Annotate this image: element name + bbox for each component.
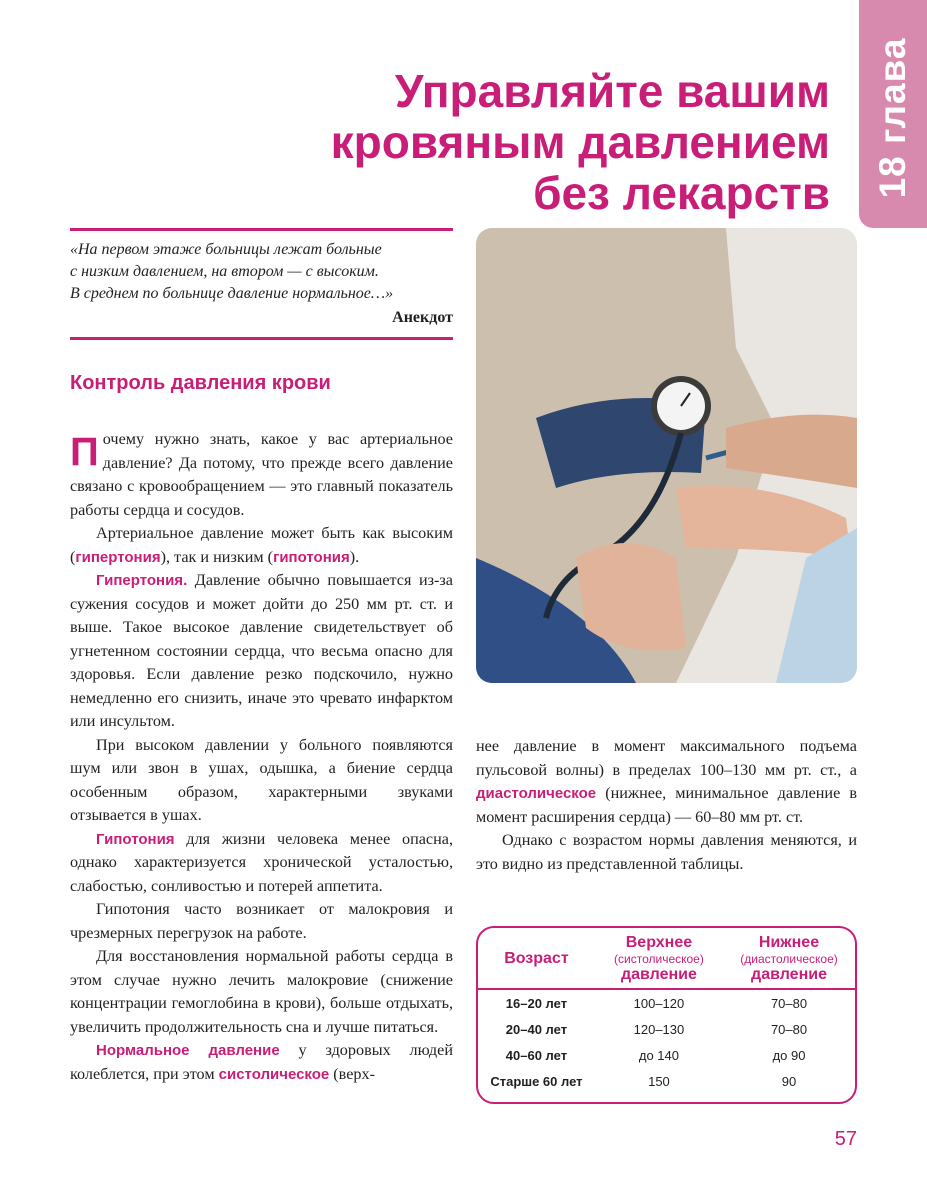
- paragraph: Однако с возрастом нормы давления меняются, и это видно из представленной таблицы.: [476, 831, 857, 873]
- paragraph-text: для жизни человека менее опасна, однако характеризуется хронической усталостью, слабостью, сонливостью и потерей аппетита.: [70, 829, 453, 895]
- title-line: кровяным давлением: [330, 116, 830, 168]
- paragraph-text: у здоровых людей колеблется, при этом: [70, 1041, 453, 1083]
- term-hypotension-heading: Гипотония: [96, 830, 175, 848]
- table-row: [478, 1068, 855, 1094]
- table-cell-upper: до 140: [638, 1047, 679, 1063]
- table-cell-upper: 100–120: [633, 995, 685, 1011]
- paragraph-text: ), так и низким (: [160, 547, 274, 566]
- term-systolic: систолическое: [218, 1065, 330, 1083]
- epigraph-line: В среднем по больнице давление нормальное…»: [70, 285, 394, 302]
- header-lower-top: Нижнее: [758, 934, 820, 951]
- table-cell-lower: 70–80: [770, 1021, 808, 1037]
- drop-cap: П: [70, 430, 99, 474]
- table-cell-lower: 90: [781, 1073, 797, 1089]
- table-cell-lower: до 90: [772, 1047, 806, 1063]
- page-number: 57: [834, 1128, 857, 1150]
- table-cell-age: 40–60 лет: [505, 1047, 568, 1063]
- table-cell-lower: 70–80: [770, 995, 808, 1011]
- epigraph-line: с низким давлением, на втором — с высоким.: [70, 263, 379, 280]
- header-upper-bottom: давление: [620, 966, 697, 983]
- paragraph: [476, 735, 857, 829]
- table-row: [478, 1016, 855, 1042]
- table-cell-upper: 150: [648, 1073, 670, 1089]
- header-lower-bottom: давление: [751, 966, 827, 983]
- paragraph-text: очему нужно знать, какое у вас артериальное давление? Да потому, что прежде всего давление связано с кровообращением — это главный показатель работы сердца и сосудов.: [70, 430, 453, 519]
- header-upper-top: Верхнее: [625, 934, 693, 951]
- paragraph-text: Артериальное давление может быть как высоким (: [70, 524, 453, 566]
- table-cell-age: 20–40 лет: [505, 1021, 568, 1037]
- table-cell-age: Старше 60 лет: [490, 1073, 583, 1089]
- epigraph-line: «На первом этаже больницы лежат больные: [70, 241, 382, 258]
- pressure-norms-table: [476, 926, 857, 1104]
- blood-pressure-photo: [476, 228, 857, 683]
- paragraph: [70, 828, 453, 899]
- page-title: [270, 66, 830, 219]
- table-row: [478, 989, 855, 1016]
- paragraph-text: Давление обычно повышается из-за сужения сосудов и может дойти до 250 мм рт. ст. и выше. Такое высокое давление свидетельствует об угнетенном состоянии сердца, что весьма опасно для здоровья. Если давление резко подскочило, нужно немедленно его снизить, иначе это чревато инфарктом или инсультом.: [70, 571, 453, 730]
- paragraph-text: (нижнее, минимальное давление в момент расширения сердца) — 60–80 мм рт. ст.: [476, 784, 857, 826]
- title-line: Управляйте вашим: [394, 65, 830, 117]
- epigraph-author: Анекдот: [392, 309, 453, 326]
- term-diastolic: диастолическое: [476, 785, 597, 802]
- paragraph: Гипотония часто возникает от малокровия и чрезмерных перегрузок на работе.: [70, 900, 453, 942]
- paragraph: [70, 569, 453, 734]
- table-row: [478, 1042, 855, 1068]
- header-upper: [595, 928, 723, 989]
- section-heading: Контроль давления крови: [70, 372, 331, 394]
- paragraph: Для восстановления нормальной работы сердца в этом случае нужно лечить малокровие (снижение концентрации гемоглобина в крови), больше отдыхать, увеличить продолжительность сна и лучше питаться.: [70, 947, 453, 1036]
- header-lower-sub: (диастолическое): [740, 952, 838, 966]
- header-age: Возраст: [504, 950, 569, 967]
- paragraph: [70, 428, 453, 522]
- paragraph: [70, 1039, 453, 1086]
- term-hypertension-heading: Гипертония.: [96, 572, 188, 589]
- term-hypotension: гипотония: [273, 548, 350, 566]
- term-normal-pressure: Нормальное давление: [96, 1042, 280, 1059]
- table-header-row: [478, 928, 855, 989]
- table-cell-age: 16–20 лет: [505, 995, 568, 1011]
- paragraph-text: (верх-: [329, 1064, 375, 1083]
- photo-illustration: [476, 228, 857, 683]
- chapter-label: 18 глава: [872, 37, 913, 199]
- chapter-tab: [859, 0, 927, 228]
- term-hypertension: гипертония: [75, 548, 161, 566]
- header-lower: [723, 928, 855, 989]
- paragraph: [70, 522, 453, 569]
- header-upper-sub: (систолическое): [614, 952, 704, 966]
- epigraph: [70, 228, 453, 340]
- title-line: без лекарств: [533, 167, 830, 219]
- paragraph-text: нее давление в момент максимального подъема пульсовой волны) в пределах 100–130 мм рт. ст., а: [476, 737, 857, 779]
- paragraph: При высоком давлении у больного появляются шум или звон в ушах, одышка, а биение сердца особенным образом, характерными звуками отзывается в ушах.: [70, 735, 453, 824]
- table-cell-upper: 120–130: [633, 1021, 685, 1037]
- body-column-right: [476, 735, 857, 876]
- body-column-left: [70, 428, 453, 1086]
- paragraph-text: ).: [349, 547, 360, 566]
